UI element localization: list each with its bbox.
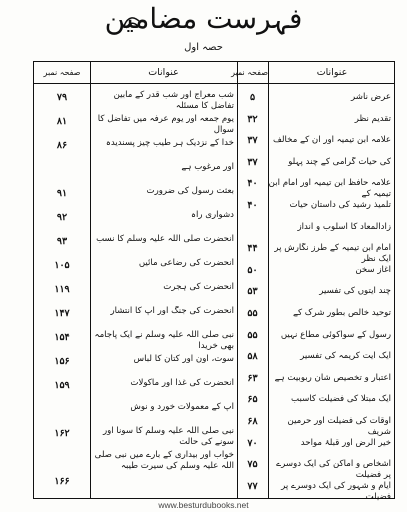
toc-row: [34, 88, 394, 112]
toc-row: [34, 256, 394, 280]
toc-row: [34, 136, 394, 160]
toc-page-number: ۸۱: [56, 116, 68, 127]
toc-row: [34, 208, 394, 232]
toc-page-number: ۱۵۶: [54, 356, 70, 367]
toc-topic: بعثت رسول کی ضرورت: [146, 186, 234, 196]
toc-topic: نبی صلی اللہ علیہ وسلم نے ایک پاجامہ بھی خریدا: [94, 330, 234, 351]
toc-topic: علامہ حافظ ابن تیمیہ اور امام ابن تیمیہ کے: [268, 178, 391, 200]
toc-page-number: ۱۴۷: [54, 308, 70, 319]
title-ornament-icon: [122, 12, 142, 32]
right-topic-header: عنوانات: [316, 67, 348, 78]
toc-topic: سوت، اون اور کتان کا لباس: [133, 354, 234, 364]
toc-topic: تلمیذ رشید کی داستان حیات: [289, 200, 391, 210]
toc-page-number: ۵۵: [247, 329, 258, 341]
toc-row: [34, 352, 394, 376]
toc-page-number: ۵۸: [247, 351, 258, 363]
toc-topic: عرض ناشر: [351, 92, 391, 102]
toc-page-number: ۷۰: [247, 437, 258, 449]
toc-topic: تقدیم نظر: [354, 113, 391, 124]
left-page-header: صفحہ نمبر: [43, 68, 81, 77]
page-title: فہرست مضامین: [104, 2, 303, 35]
toc-topic: زادالمعاد کا اسلوب و انداز: [297, 221, 391, 232]
toc-page-number: ۹۱: [56, 188, 68, 199]
toc-page-number: ۵۰: [247, 264, 258, 276]
toc-topic: ایک آیت کریمہ کی تفسیر: [300, 351, 391, 362]
right-page-header: صفحہ نمبر: [231, 68, 268, 77]
toc-row: [34, 160, 394, 184]
toc-topic: ایک مبتلا کی فضیلت کاسبب: [291, 394, 391, 405]
toc-page-number: ۷۷: [247, 480, 258, 492]
toc-page-number: ۱۵۴: [54, 332, 70, 343]
toc-row: [34, 232, 394, 256]
toc-page-number: ۴۴: [247, 243, 258, 255]
toc-row: [34, 472, 394, 496]
toc-row: [34, 400, 394, 424]
toc-page-number: ۷۵: [247, 459, 258, 471]
toc-page-number: ۴۰: [247, 178, 258, 190]
toc-topic: دشواری راہ: [190, 210, 234, 220]
toc-topic: آنحضرت کی غذا اور ماکولات: [130, 378, 234, 388]
page-subtitle: حصہ اول: [184, 42, 223, 53]
toc-topic: آنحضرت صلی اللہ علیہ وسلم کا نسب: [96, 234, 234, 244]
header-divider: [34, 83, 394, 84]
toc-row: [34, 376, 394, 400]
toc-page-number: ۸۶: [56, 140, 68, 151]
toc-page-number: ۶۳: [247, 372, 258, 384]
toc-row: [34, 112, 394, 136]
toc-page-number: ۴۰: [247, 200, 258, 211]
toc-row: [34, 424, 394, 448]
toc-topic: توحید خالص بطور شرک کے: [292, 308, 391, 318]
toc-topic: آنحضرت کی جنگ اور آپ کا انتشار: [110, 306, 234, 316]
toc-row: [34, 448, 394, 472]
toc-topic: خدا کے نزدیک ہر طیب چیز پسندیدہ: [105, 138, 234, 148]
toc-row: [34, 280, 394, 304]
toc-page-number: ۵: [249, 92, 256, 103]
toc-topic: اور مرغوب ہے: [181, 162, 234, 172]
toc-topic: ایام و شہور کی ایک دوسرے پر فضیلت: [281, 480, 391, 502]
toc-topic: آغاز سخن: [355, 264, 391, 275]
toc-topic: خواب اور بیداری کے بارے میں نبی صلی اللہ علیہ وسلم کی سیرت طیبہ: [94, 450, 234, 471]
toc-page-number: ۷۹: [56, 92, 68, 103]
toc-topic: نبی صلی اللہ علیہ وسلم کا سونا اور سونے کی حالت: [102, 426, 234, 447]
toc-row: [34, 328, 394, 352]
toc-page-number: ۱۱۹: [54, 284, 70, 295]
toc-page-number: ۹۲: [56, 212, 68, 223]
toc-topic: کی حیات گرامی کے چند پہلو: [288, 156, 391, 167]
toc-topic: امام ابن تیمیہ کے طرز نگارش پر ایک نظر: [274, 243, 391, 265]
toc-row: [34, 304, 394, 328]
toc-row: [34, 184, 394, 208]
toc-topic: رسول کے سواکوئی مطاع نہیں: [280, 329, 391, 340]
toc-topic: آنحضرت کی رضاعی مائیں: [138, 258, 234, 268]
contents-table: [33, 61, 395, 502]
toc-topic: اوقات کی فضیلت اور حرمین شریف: [287, 416, 391, 437]
toc-topic: شب معراج اور شب قدر کے مابین تفاضل کا مسئلہ: [113, 90, 234, 111]
toc-page-number: ۵۵: [247, 308, 258, 319]
toc-page-number: ۹۳: [56, 236, 68, 247]
toc-topic: اشخاص و اماکن کی ایک دوسرے پر فضیلت: [276, 459, 391, 481]
toc-page-number: ۱۶۲: [54, 428, 70, 439]
toc-page-number: ۳۷: [247, 135, 258, 147]
toc-page-number: ۳۷: [247, 156, 258, 168]
toc-page-number: ۱۵۹: [54, 380, 70, 391]
toc-page-number: ۱۰۵: [54, 260, 70, 271]
toc-topic: خیر الرض اور قبلۂ مواحد: [300, 437, 391, 448]
toc-topic: آنحضرت کی ہجرت: [163, 282, 234, 292]
footer-url: www.besturdubooks.net: [158, 500, 249, 510]
toc-page-number: ۵۳: [247, 286, 258, 298]
toc-topic: اعتبار و تخصیص شان ربوبیت ہے: [274, 372, 391, 383]
toc-topic: علامہ ابن تیمیہ اور ان کے مخالف: [273, 135, 391, 146]
toc-topic: آپ کے معمولات خورد و نوش: [130, 402, 234, 412]
toc-page-number: ۳۲: [247, 113, 258, 125]
toc-page-number: ۶۵: [247, 394, 258, 406]
toc-page-number: ۶۸: [247, 416, 258, 427]
toc-topic: یوم جمعہ اور یوم عرفہ میں تفاضل کا سوال: [97, 114, 234, 135]
toc-page-number: ۱۶۶: [54, 476, 70, 487]
toc-topic: چند آیتوں کی تفسیر: [319, 286, 391, 297]
left-topic-header: عنوانات: [148, 67, 179, 78]
